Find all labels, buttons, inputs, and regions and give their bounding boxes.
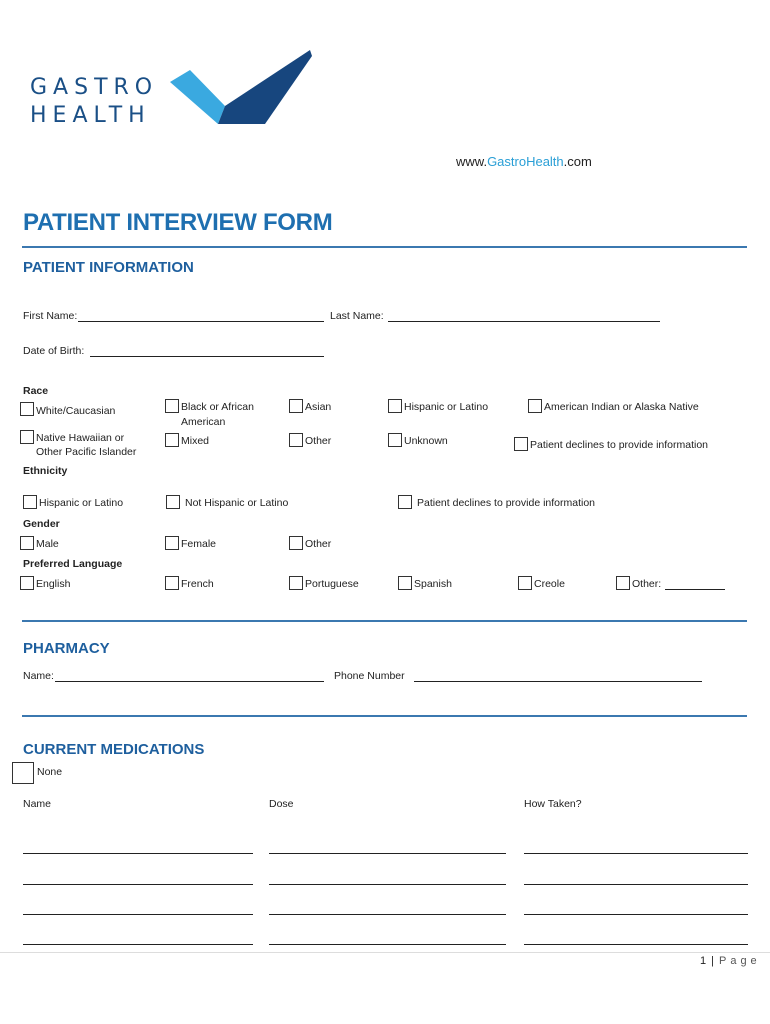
medication-dose-field[interactable] <box>269 884 506 885</box>
pharmacy-name-label: Name: <box>23 670 54 682</box>
pharmacy-phone-field[interactable] <box>414 681 702 682</box>
footer-divider <box>0 952 770 953</box>
medications-none-checkbox[interactable] <box>12 762 34 784</box>
page-title: PATIENT INTERVIEW FORM <box>23 209 333 236</box>
ethnicity-label: Ethnicity <box>23 465 68 477</box>
race-label: Race <box>23 385 49 397</box>
checkbox[interactable] <box>388 433 402 447</box>
checkbox[interactable] <box>289 399 303 413</box>
col-header-name: Name <box>23 798 52 810</box>
pharmacy-heading: PHARMACY <box>23 640 110 657</box>
patient-info-heading: PATIENT INFORMATION <box>23 259 194 276</box>
dob-label: Date of Birth: <box>23 345 85 357</box>
medication-dose-field[interactable] <box>269 914 506 915</box>
checkbox[interactable] <box>289 433 303 447</box>
checkbox[interactable] <box>514 437 528 451</box>
checkbox[interactable] <box>20 402 34 416</box>
col-header-dose: Dose <box>269 798 294 810</box>
checkbox[interactable] <box>20 536 34 550</box>
medication-dose-field[interactable] <box>269 944 506 945</box>
section-divider <box>22 620 747 622</box>
checkbox[interactable] <box>165 536 179 550</box>
checkbox[interactable] <box>398 576 412 590</box>
logo <box>28 50 318 130</box>
checkbox[interactable] <box>289 536 303 550</box>
language-other-field[interactable] <box>665 589 725 590</box>
medication-how-field[interactable] <box>524 853 748 854</box>
first-name-label: First Name: <box>23 310 78 322</box>
checkbox[interactable] <box>398 495 412 509</box>
medication-how-field[interactable] <box>524 944 748 945</box>
checkbox[interactable] <box>528 399 542 413</box>
language-label: Preferred Language <box>23 558 123 570</box>
checkbox[interactable] <box>23 495 37 509</box>
website-url[interactable]: www.GastroHealth.com <box>456 154 592 169</box>
dob-field[interactable] <box>90 356 324 357</box>
pharmacy-name-field[interactable] <box>55 681 324 682</box>
section-divider <box>22 715 747 717</box>
logo-line2: HEALTH <box>30 103 151 128</box>
first-name-field[interactable] <box>78 321 324 322</box>
medication-name-field[interactable] <box>23 884 253 885</box>
checkbox[interactable] <box>289 576 303 590</box>
medications-heading: CURRENT MEDICATIONS <box>23 741 205 758</box>
gender-label: Gender <box>23 518 60 530</box>
checkbox[interactable] <box>518 576 532 590</box>
medication-name-field[interactable] <box>23 944 253 945</box>
checkbox[interactable] <box>388 399 402 413</box>
last-name-label: Last Name: <box>330 310 384 322</box>
medication-dose-field[interactable] <box>269 853 506 854</box>
page-number: 1 | Page <box>700 955 761 967</box>
checkbox[interactable] <box>165 399 179 413</box>
col-header-how-taken: How Taken? <box>524 798 582 810</box>
checkbox[interactable] <box>20 430 34 444</box>
checkmark-icon <box>170 50 320 130</box>
medication-how-field[interactable] <box>524 884 748 885</box>
last-name-field[interactable] <box>388 321 660 322</box>
checkbox[interactable] <box>165 433 179 447</box>
checkbox[interactable] <box>166 495 180 509</box>
checkbox[interactable] <box>20 576 34 590</box>
checkbox[interactable] <box>616 576 630 590</box>
logo-line1: GASTRO <box>30 75 159 100</box>
medication-name-field[interactable] <box>23 853 253 854</box>
pharmacy-phone-label: Phone Number <box>334 670 405 682</box>
medications-none-label: None <box>37 766 63 778</box>
medication-name-field[interactable] <box>23 914 253 915</box>
title-divider <box>22 246 747 248</box>
medication-how-field[interactable] <box>524 914 748 915</box>
checkbox[interactable] <box>165 576 179 590</box>
